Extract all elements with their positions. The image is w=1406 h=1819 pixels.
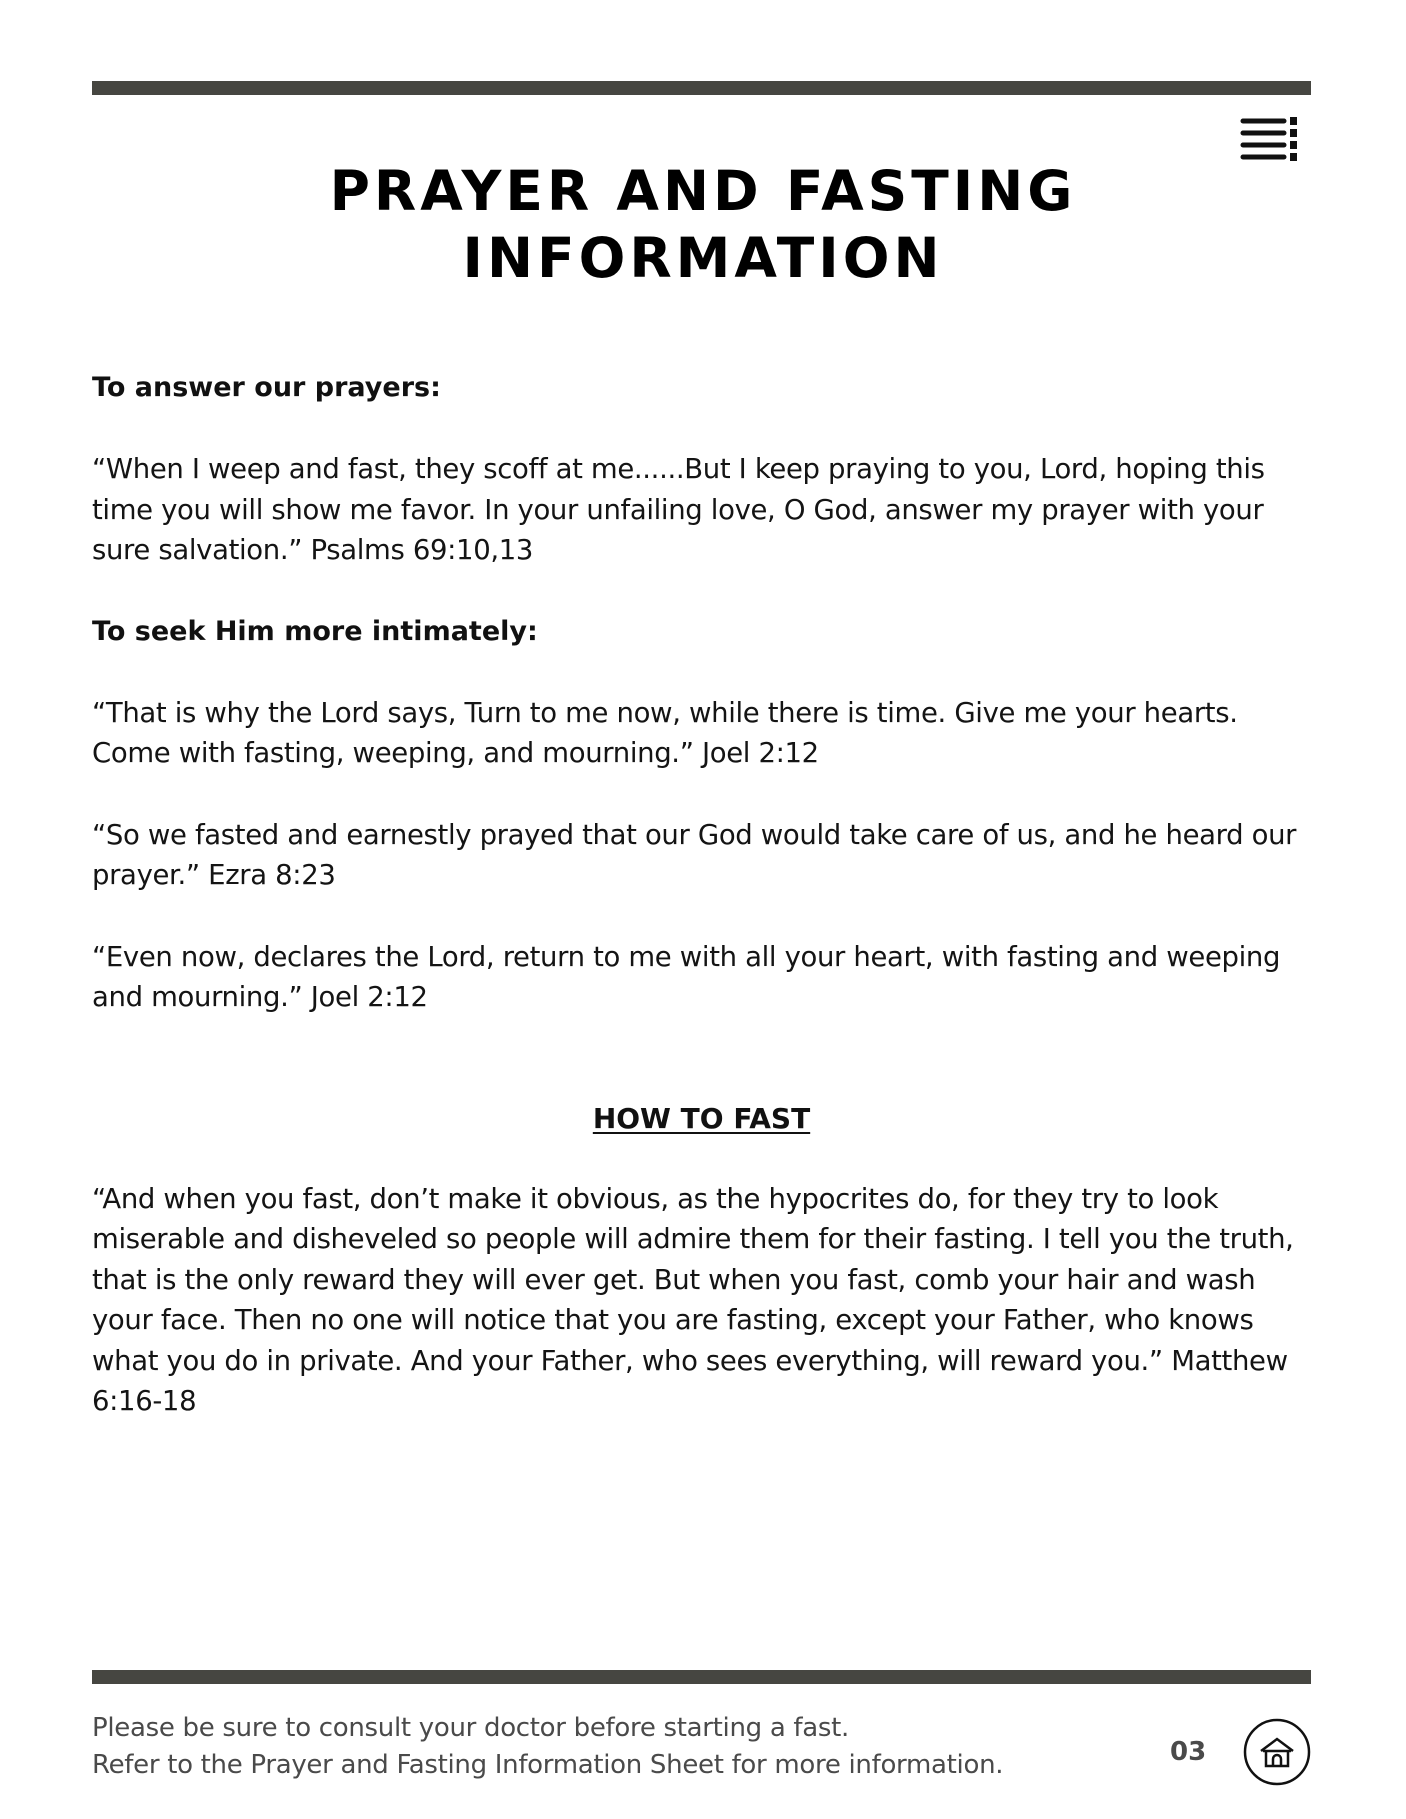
how-to-fast-heading: HOW TO FAST (592, 1101, 811, 1135)
section-heading-answer-prayers: To answer our prayers: (92, 372, 441, 403)
scripture-quote-psalms: “When I weep and fast, they scoff at me......But I keep praying to you, Lord, hoping this time you will show me favor. In your unfailing love, O God, answer my prayer with your sure salvation.” Psalms 69:10,13 (92, 453, 1265, 566)
section-heading-seek-him: To seek Him more intimately: (92, 615, 538, 647)
main-content (92, 368, 1322, 1422)
scripture-quote-joel-1: “That is why the Lord says, Turn to me now, while there is time. Give me your hearts. Come with fasting, weeping, and mourning.” Joel 2:12 (92, 696, 1238, 769)
title-line-1: PRAYER AND FASTING (329, 159, 1077, 223)
scripture-quote-ezra: “So we fasted and earnestly prayed that our God would take care of us, and he heard our prayer.” Ezra 8:23 (92, 818, 1297, 891)
footer-line-1: Please be sure to consult your doctor before starting a fast. (92, 1713, 850, 1743)
page-number: 03 (1170, 1737, 1207, 1767)
title-line-2: INFORMATION (462, 226, 944, 290)
footer-note (92, 1710, 1003, 1784)
page-title (200, 158, 1206, 292)
footer-line-2: Refer to the Prayer and Fasting Information Sheet for more information. (92, 1750, 1004, 1780)
scripture-quote-matthew: “And when you fast, don’t make it obvious, as the hypocrites do, for they try to look miserable and disheveled so people will admire them for their fasting. I tell you the truth, that is the only reward they will ever get. But when you fast, comb your hair and wash your face. Then no one will notice that you are fasting, except your Father, who knows what you do in private. And your Father, who sees everything, will reward you.” Matthew 6:16-18 (92, 1182, 1294, 1417)
bottom-divider (92, 1670, 1311, 1684)
home-icon[interactable] (1243, 1718, 1311, 1786)
top-divider (92, 81, 1311, 95)
scripture-quote-joel-2: “Even now, declares the Lord, return to me with all your heart, with fasting and weeping and mourning.” Joel 2:12 (92, 940, 1281, 1013)
menu-list-icon[interactable] (1240, 116, 1300, 164)
